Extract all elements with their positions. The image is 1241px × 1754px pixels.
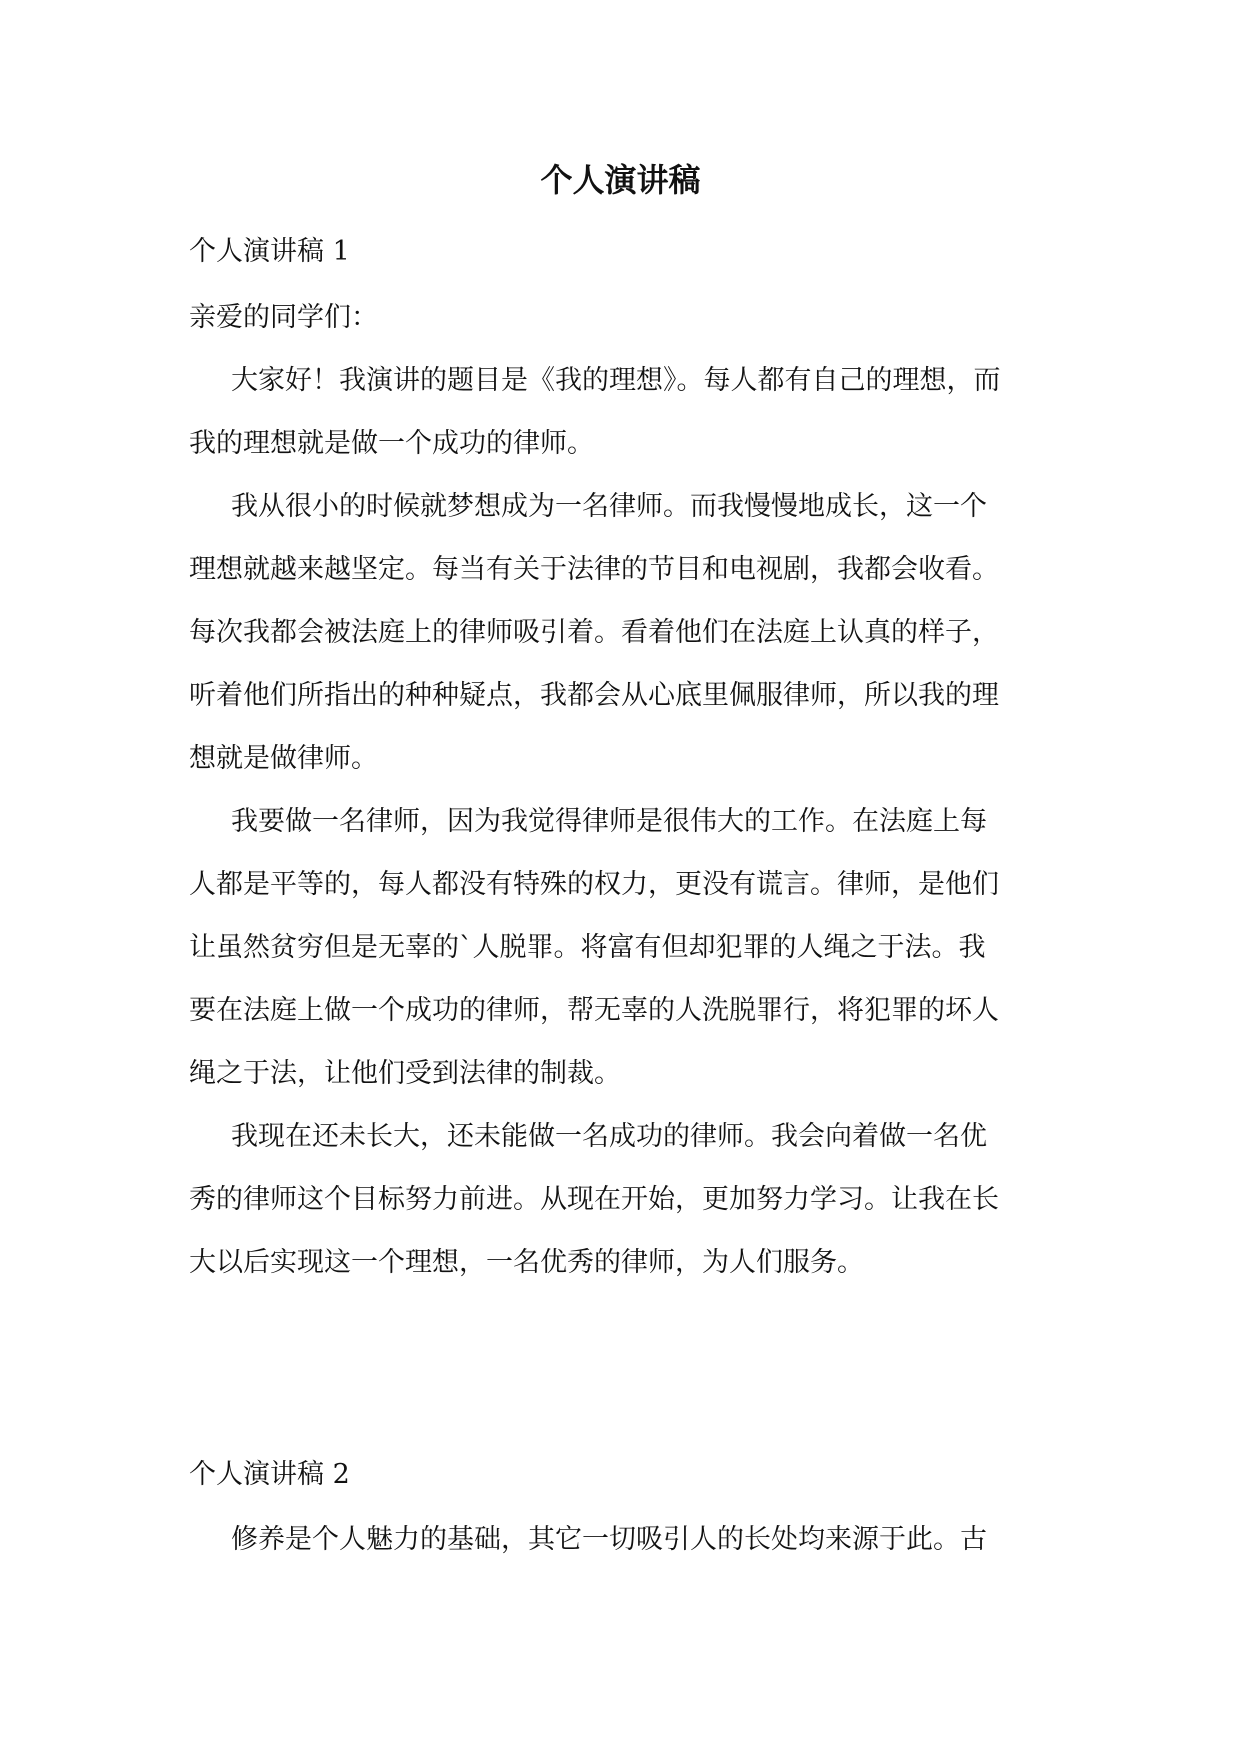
speech1-line: 理想就越来越坚定。每当有关于法律的节目和电视剧，我都会收看。 — [189, 554, 999, 585]
speech2-line: 修养是个人魅力的基础，其它一切吸引人的长处均来源于此。古 — [231, 1524, 987, 1555]
speech1-line: 我现在还未长大，还未能做一名成功的律师。我会向着做一名优 — [231, 1121, 987, 1152]
speech1-line: 让虽然贫穷但是无辜的`人脱罪。将富有但却犯罪的人绳之于法。我 — [189, 932, 986, 963]
speech1-line: 大以后实现这一个理想，一名优秀的律师，为人们服务。 — [189, 1247, 864, 1278]
speech1-line: 大家好！我演讲的题目是《我的理想》。每人都有自己的理想，而 — [231, 365, 1001, 396]
speech1-line: 想就是做律师。 — [189, 743, 378, 774]
speech1-line: 我从很小的时候就梦想成为一名律师。而我慢慢地成长，这一个 — [231, 491, 987, 522]
speech1-line: 听着他们所指出的种种疑点，我都会从心底里佩服律师，所以我的理 — [189, 680, 999, 711]
document-title: 个人演讲稿 — [540, 161, 701, 199]
speech1-line: 每次我都会被法庭上的律师吸引着。看着他们在法庭上认真的样子， — [189, 617, 999, 648]
speech1-line: 绳之于法，让他们受到法律的制裁。 — [189, 1058, 621, 1089]
speech1-line: 我的理想就是做一个成功的律师。 — [189, 428, 594, 459]
speech1-salutation: 亲爱的同学们： — [189, 302, 378, 333]
speech1-line: 要在法庭上做一个成功的律师，帮无辜的人洗脱罪行，将犯罪的坏人 — [189, 995, 999, 1026]
speech1-line: 我要做一名律师，因为我觉得律师是很伟大的工作。在法庭上每 — [231, 806, 987, 837]
speech1-heading: 个人演讲稿 1 — [189, 236, 350, 267]
speech1-line: 人都是平等的，每人都没有特殊的权力，更没有谎言。律师，是他们 — [189, 869, 999, 900]
speech1-line: 秀的律师这个目标努力前进。从现在开始，更加努力学习。让我在长 — [189, 1184, 999, 1215]
speech2-heading: 个人演讲稿 2 — [189, 1459, 350, 1490]
